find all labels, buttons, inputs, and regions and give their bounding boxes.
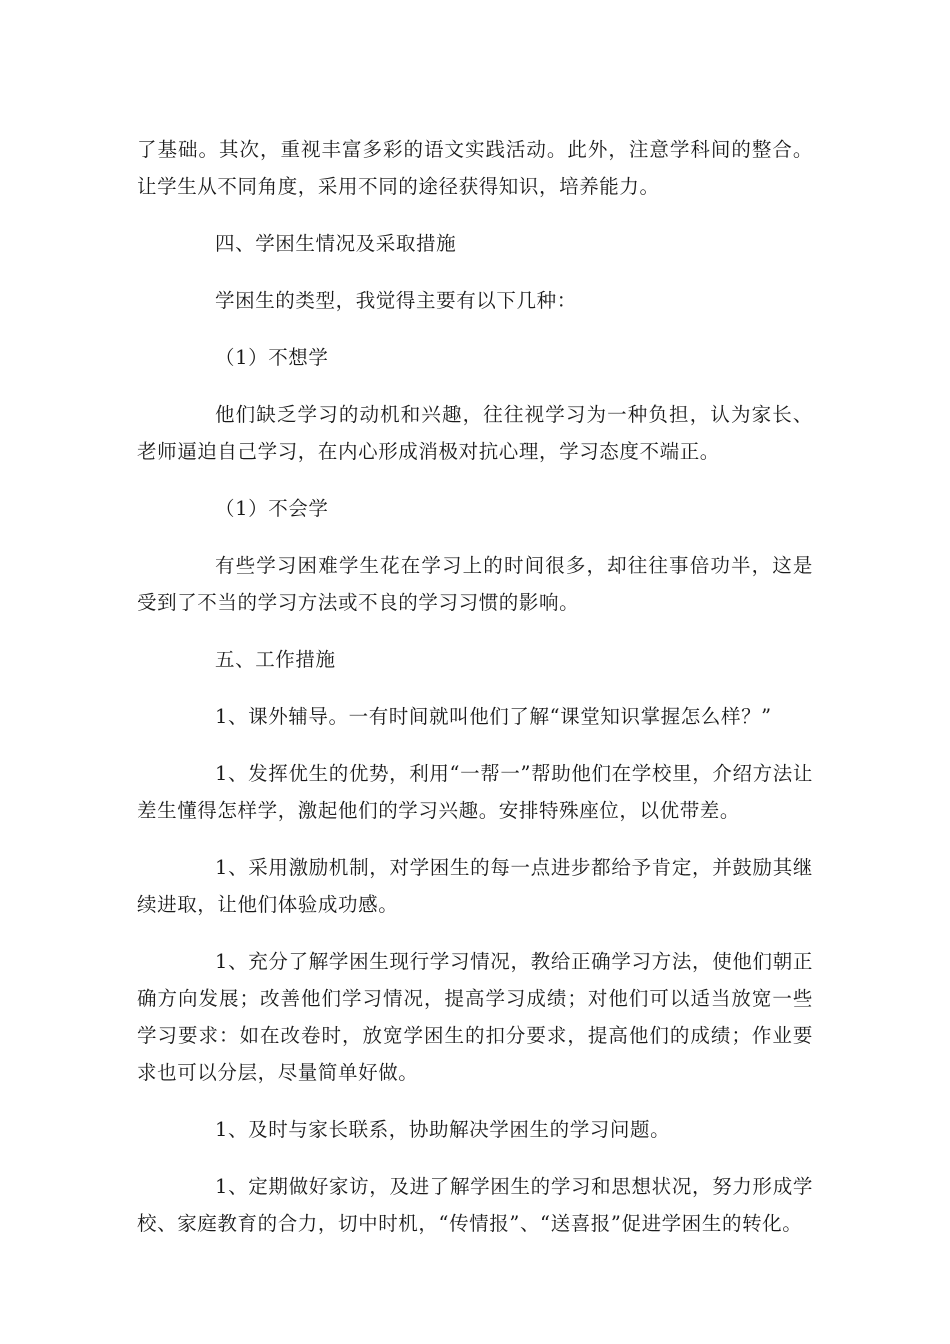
section-heading-five: 五、工作措施 [215, 648, 336, 671]
section-heading-four: 四、学困生情况及采取措施 [215, 232, 457, 255]
subheading-cannot-learn: （1）不会学 [215, 497, 329, 520]
paragraph-not-want-to-learn: 他们缺乏学习的动机和兴趣，往往视学习为一种负担，认为家长、老师逼迫自己学习，在内心形成消极对抗心理，学习态度不端正。 [137, 403, 813, 463]
document-body [137, 131, 813, 1262]
subheading-not-want-to-learn: （1）不想学 [215, 346, 329, 369]
measure-item: 1、及时与家长联系，协助解决学困生的学习问题。 [215, 1118, 671, 1141]
paragraph-continuation: 了基础。其次，重视丰富多彩的语文实践活动。此外，注意学科间的整合。让学生从不同角度，采用不同的途径获得知识，培养能力。 [137, 138, 813, 198]
measure-item: 1、发挥优生的优势，利用“一帮一”帮助他们在学校里，介绍方法让差生懂得怎样学，激起他们的学习兴趣。安排特殊座位，以优带差。 [137, 762, 813, 822]
measure-item: 1、采用激励机制，对学困生的每一点进步都给予肯定，并鼓励其继续进取，让他们体验成功感。 [137, 856, 813, 916]
paragraph-types-intro: 学困生的类型，我觉得主要有以下几种： [215, 289, 577, 312]
measure-item: 1、充分了解学困生现行学习情况，教给正确学习方法，使他们朝正确方向发展；改善他们学习情况，提高学习成绩；对他们可以适当放宽一些学习要求：如在改卷时，放宽学困生的扣分要求，提高他们的成绩；作业要求也可以分层，尽量简单好做。 [137, 950, 813, 1084]
paragraph-cannot-learn: 有些学习困难学生花在学习上的时间很多，却往往事倍功半，这是受到了不当的学习方法或不良的学习习惯的影响。 [137, 554, 813, 614]
measure-item: 1、定期做好家访，及进了解学困生的学习和思想状况，努力形成学校、家庭教育的合力，切中时机，“传情报”、“送喜报”促进学困生的转化。 [137, 1175, 813, 1235]
measure-item: 1、课外辅导。一有时间就叫他们了解“课堂知识掌握怎么样？” [215, 705, 772, 728]
